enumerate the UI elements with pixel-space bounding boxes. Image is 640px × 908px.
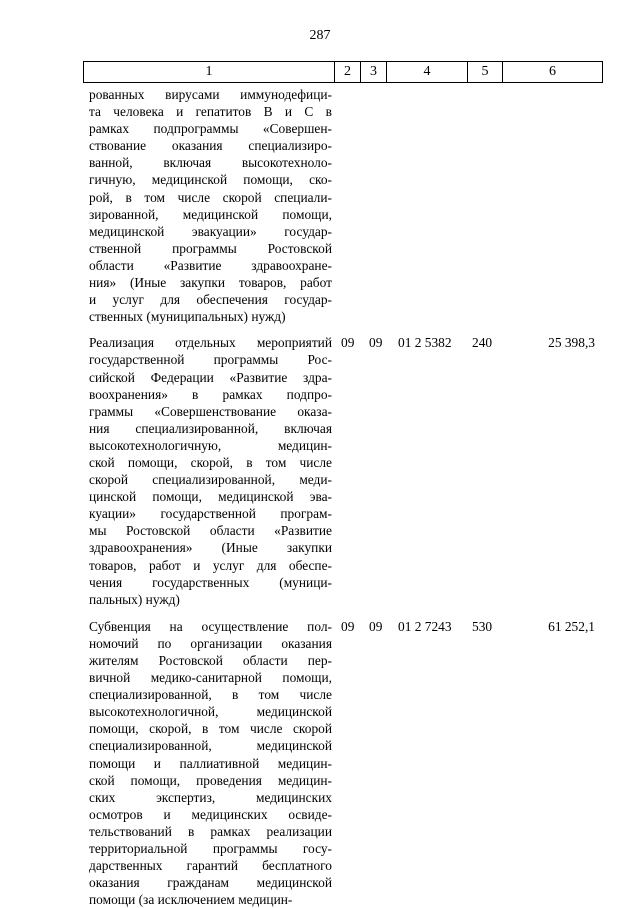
description-line: ской помощи, проведения медицин- bbox=[89, 772, 332, 788]
description-line: Реализация отдельных мероприятий bbox=[89, 335, 332, 351]
row-col-4: 01 2 7243 bbox=[398, 618, 452, 634]
description-line: рованных вирусами иммунодефици- bbox=[89, 87, 332, 102]
description-line: специализированной, медицинской bbox=[89, 738, 332, 754]
description-line: номочий по организации оказания bbox=[89, 635, 332, 651]
description-line: жителям Ростовской области пер- bbox=[89, 653, 332, 668]
description-line: чения государственных (муници- bbox=[89, 574, 332, 590]
description-line: помощи и паллиативной медицин- bbox=[89, 755, 332, 771]
description-line: рамках подпрограммы «Совершен- bbox=[89, 121, 332, 137]
description-line: гичную, медицинской помощи, ско- bbox=[89, 172, 332, 188]
description-line: оказания гражданам медицинской bbox=[89, 875, 332, 891]
description-line: граммы «Совершенствование оказа- bbox=[89, 403, 332, 419]
description-line: ской помощи, скорой, в том числе bbox=[89, 454, 332, 470]
description-line: высокотехнологичной, медицинской bbox=[89, 704, 332, 720]
row-col-2: 09 bbox=[341, 335, 355, 351]
description-line: помощи (за исключением медицин- bbox=[89, 892, 293, 908]
description-line: сийской Федерации «Развитие здра- bbox=[89, 369, 332, 385]
header-col-2: 2 bbox=[335, 62, 361, 83]
row-col-5: 240 bbox=[472, 335, 493, 351]
description-line: ственных (муниципальных) нужд) bbox=[89, 309, 286, 325]
header-col-1: 1 bbox=[84, 62, 335, 83]
description-line: вичной медико-санитарной помощи, bbox=[89, 670, 332, 686]
description-line: рой, в том числе скорой специали- bbox=[89, 189, 332, 205]
description-line: дарственных гарантий бесплатного bbox=[89, 858, 332, 874]
description-line: области «Развитие здравоохране- bbox=[89, 257, 332, 273]
table-header bbox=[83, 61, 603, 83]
description-line: специализированной, в том числе bbox=[89, 687, 332, 703]
description-line: пальных) нужд) bbox=[89, 591, 180, 607]
table-row bbox=[89, 334, 595, 608]
description-line: ния» (Иные закупки товаров, работ bbox=[89, 275, 332, 291]
description-line: зированной, медицинской помощи, bbox=[89, 206, 332, 222]
description-line: высокотехнологичную, медицин- bbox=[89, 437, 332, 453]
header-col-5: 5 bbox=[468, 62, 503, 83]
description-line: куации» государственной програм- bbox=[89, 506, 332, 522]
row-col-5: 530 bbox=[472, 618, 493, 634]
description-line: ствование оказания специализиро- bbox=[89, 138, 332, 154]
table-row bbox=[89, 86, 595, 325]
row-description bbox=[89, 86, 332, 325]
page-number: 287 bbox=[309, 28, 331, 43]
description-line: ния специализированной, включая bbox=[89, 420, 332, 436]
description-line: товаров, работ и услуг для обеспе- bbox=[89, 557, 332, 573]
description-line: тельствований в рамках реализации bbox=[89, 823, 332, 839]
description-line: помощи, скорой, в том числе скорой bbox=[89, 721, 332, 737]
header-col-3: 3 bbox=[361, 62, 387, 83]
row-col-2: 09 bbox=[341, 618, 355, 634]
row-col-3: 09 bbox=[369, 618, 383, 634]
row-col-6: 61 252,1 bbox=[548, 618, 595, 634]
description-line: та человека и гепатитов В и С в bbox=[89, 104, 332, 120]
description-line: и услуг для обеспечения государ- bbox=[89, 292, 332, 308]
description-line: территориальной программы госу- bbox=[89, 841, 332, 857]
header-col-6: 6 bbox=[503, 62, 603, 83]
row-col-3: 09 bbox=[369, 335, 383, 351]
description-line: ванной, включая высокотехноло- bbox=[89, 155, 332, 171]
row-col-6: 25 398,3 bbox=[548, 335, 595, 351]
description-line: медицинской эвакуации» государ- bbox=[89, 223, 332, 239]
row-col-4: 01 2 5382 bbox=[398, 335, 452, 351]
description-line: ских экспертиз, медицинских bbox=[89, 789, 332, 805]
row-description bbox=[89, 618, 332, 908]
table-row bbox=[89, 618, 595, 908]
description-line: здравоохранения» (Иные закупки bbox=[89, 540, 332, 556]
description-line: воохранения» в рамках подпро- bbox=[89, 386, 332, 402]
description-line: Субвенция на осуществление пол- bbox=[89, 618, 332, 634]
description-line: мы Ростовской области «Развитие bbox=[89, 523, 332, 539]
description-line: государственной программы Рос- bbox=[89, 352, 332, 368]
description-line: цинской помощи, медицинской эва- bbox=[89, 489, 332, 505]
header-col-4: 4 bbox=[387, 62, 468, 83]
description-line: ственной программы Ростовской bbox=[89, 240, 332, 256]
description-line: осмотров и медицинских освиде- bbox=[89, 806, 332, 822]
row-description bbox=[89, 334, 332, 608]
description-line: скорой специализированной, меди- bbox=[89, 472, 332, 488]
table-body bbox=[89, 86, 595, 908]
